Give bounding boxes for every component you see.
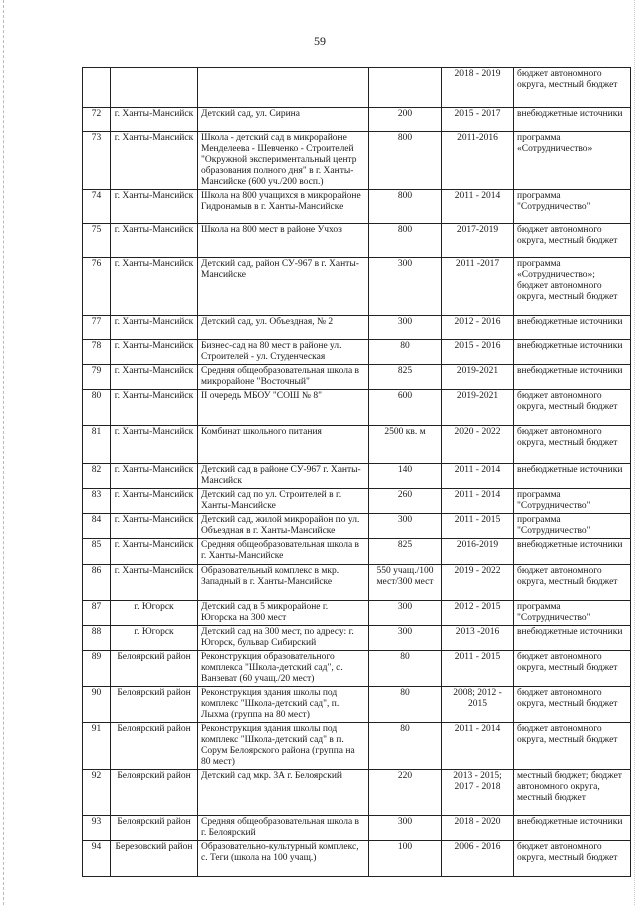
years-cell: 2012 - 2016 [442, 316, 514, 340]
row-number-cell: 92 [83, 770, 111, 816]
object-name-cell: Школа на 800 мест в районе Учхоз [198, 224, 369, 258]
location-cell: г. Ханты-Мансийск [111, 514, 198, 539]
years-cell: 2015 - 2016 [442, 340, 514, 365]
funding-source-cell: бюджет автономного округа, местный бюджет [514, 841, 631, 877]
capacity-cell: 300 [369, 816, 442, 841]
object-name-cell: Детский сад мкр. 3А г. Белоярский [198, 770, 369, 816]
object-name-cell: Школа на 800 учащихся в микрорайоне Гидронамыв в г. Ханты-Мансийске [198, 190, 369, 224]
table-row [83, 489, 631, 514]
table-row [83, 651, 631, 687]
years-cell: 2011-2016 [442, 132, 514, 190]
funding-source-cell: бюджет автономного округа, местный бюджет [514, 687, 631, 723]
capacity-cell: 100 [369, 841, 442, 877]
object-name-cell: Детский сад, район СУ-967 в г. Ханты-Мансийске [198, 258, 369, 316]
capacity-cell: 140 [369, 464, 442, 489]
capacity-cell: 825 [369, 365, 442, 390]
capacity-cell: 800 [369, 190, 442, 224]
funding-source-cell: внебюджетные источники [514, 365, 631, 390]
object-name-cell: Детский сад на 300 мест, по адресу: г. Югорск, бульвар Сибирский [198, 626, 369, 651]
years-cell: 2011 - 2014 [442, 723, 514, 770]
years-cell: 2013 -2016 [442, 626, 514, 651]
location-cell: г. Ханты-Мансийск [111, 464, 198, 489]
funding-source-cell: бюджет автономного округа, местный бюджет [514, 68, 631, 108]
page-number: 59 [314, 34, 326, 48]
funding-source-cell: внебюджетные источники [514, 539, 631, 565]
row-number-cell [83, 68, 111, 108]
table-row [83, 601, 631, 626]
location-cell: Белоярский район [111, 723, 198, 770]
table-row [83, 390, 631, 426]
capacity-cell: 600 [369, 390, 442, 426]
funding-source-cell: бюджет автономного округа, местный бюджет [514, 723, 631, 770]
row-number-cell: 90 [83, 687, 111, 723]
row-number-cell: 94 [83, 841, 111, 877]
funding-source-cell: программа «Сотрудничество»; бюджет автономного округа, местный бюджет [514, 258, 631, 316]
capacity-cell [369, 68, 442, 108]
location-cell: г. Ханты-Мансийск [111, 340, 198, 365]
table-row [83, 464, 631, 489]
location-cell: г. Ханты-Мансийск [111, 316, 198, 340]
table-row [83, 108, 631, 132]
funding-source-cell: внебюджетные источники [514, 816, 631, 841]
capacity-cell: 2500 кв. м [369, 426, 442, 464]
location-cell: г. Ханты-Мансийск [111, 224, 198, 258]
years-cell: 2019-2021 [442, 365, 514, 390]
row-number-cell: 84 [83, 514, 111, 539]
funding-source-cell: бюджет автономного округа, местный бюджет [514, 390, 631, 426]
funding-source-cell: внебюджетные источники [514, 340, 631, 365]
object-name-cell: Детский сад, ул. Объездная, № 2 [198, 316, 369, 340]
years-cell: 2012 - 2015 [442, 601, 514, 626]
location-cell [111, 68, 198, 108]
projects-table [82, 67, 631, 877]
object-name-cell: Образовательно-культурный комплекс, с. Теги (школа на 100 учащ.) [198, 841, 369, 877]
funding-source-cell: бюджет автономного округа, местный бюджет [514, 651, 631, 687]
location-cell: г. Ханты-Мансийск [111, 426, 198, 464]
table-row [83, 514, 631, 539]
row-number-cell: 82 [83, 464, 111, 489]
row-number-cell: 74 [83, 190, 111, 224]
capacity-cell: 825 [369, 539, 442, 565]
capacity-cell: 800 [369, 132, 442, 190]
years-cell: 2011 - 2014 [442, 464, 514, 489]
object-name-cell: II очередь МБОУ "СОШ № 8" [198, 390, 369, 426]
row-number-cell: 76 [83, 258, 111, 316]
table-row [83, 841, 631, 877]
capacity-cell: 300 [369, 258, 442, 316]
location-cell: г. Ханты-Мансийск [111, 108, 198, 132]
object-name-cell: Образовательный комплекс в мкр. Западный в г. Ханты-Мансийске [198, 565, 369, 601]
years-cell: 2008; 2012 - 2015 [442, 687, 514, 723]
years-cell: 2011 -2017 [442, 258, 514, 316]
table-row [83, 816, 631, 841]
funding-source-cell: внебюджетные источники [514, 626, 631, 651]
table-row [83, 770, 631, 816]
table-row [83, 426, 631, 464]
capacity-cell: 220 [369, 770, 442, 816]
row-number-cell: 72 [83, 108, 111, 132]
location-cell: г. Югорск [111, 601, 198, 626]
capacity-cell: 300 [369, 601, 442, 626]
table-row [83, 132, 631, 190]
row-number-cell: 86 [83, 565, 111, 601]
location-cell: г. Ханты-Мансийск [111, 390, 198, 426]
funding-source-cell: бюджет автономного округа, местный бюджет [514, 224, 631, 258]
funding-source-cell: местный бюджет; бюджет автономного округа, местный бюджет [514, 770, 631, 816]
location-cell: г. Югорск [111, 626, 198, 651]
row-number-cell: 79 [83, 365, 111, 390]
years-cell: 2013 - 2015; 2017 - 2018 [442, 770, 514, 816]
funding-source-cell: бюджет автономного округа, местный бюджет [514, 565, 631, 601]
location-cell: Белоярский район [111, 687, 198, 723]
location-cell: г. Ханты-Мансийск [111, 132, 198, 190]
location-cell: г. Ханты-Мансийск [111, 539, 198, 565]
scan-edge-left [3, 0, 5, 905]
object-name-cell: Детский сад в 5 микрорайоне г. Югорска на 300 мест [198, 601, 369, 626]
row-number-cell: 88 [83, 626, 111, 651]
years-cell: 2011 - 2015 [442, 651, 514, 687]
row-number-cell: 83 [83, 489, 111, 514]
years-cell: 2006 - 2016 [442, 841, 514, 877]
years-cell: 2019-2021 [442, 390, 514, 426]
funding-source-cell: внебюджетные источники [514, 316, 631, 340]
row-number-cell: 93 [83, 816, 111, 841]
location-cell: Белоярский район [111, 770, 198, 816]
table-row [83, 68, 631, 108]
object-name-cell: Детский сад по ул. Строителей в г. Ханты-Мансийске [198, 489, 369, 514]
row-number-cell: 78 [83, 340, 111, 365]
table-row [83, 687, 631, 723]
row-number-cell: 80 [83, 390, 111, 426]
capacity-cell: 550 учащ./100 мест/300 мест [369, 565, 442, 601]
location-cell: г. Ханты-Мансийск [111, 489, 198, 514]
object-name-cell: Школа - детский сад в микрорайоне Менделеева - Шевченко - Строителей "Окружной экспериментальный центр образования полного дня" в г. Ханты-Мансийске (600 уч./200 восп.) [198, 132, 369, 190]
years-cell: 2019 - 2022 [442, 565, 514, 601]
object-name-cell: Детский сад, ул. Сирина [198, 108, 369, 132]
object-name-cell [198, 68, 369, 108]
row-number-cell: 81 [83, 426, 111, 464]
table-row [83, 190, 631, 224]
object-name-cell: Бизнес-сад на 80 мест в районе ул. Строителей - ул. Студенческая [198, 340, 369, 365]
object-name-cell: Реконструкция здания школы под комплекс "Школа-детский сад" в п. Сорум Белоярского района (группа на 80 мест) [198, 723, 369, 770]
projects-table-body [83, 68, 631, 877]
location-cell: Белоярский район [111, 816, 198, 841]
capacity-cell: 800 [369, 224, 442, 258]
object-name-cell: Средняя общеобразовательная школа в микрорайоне "Восточный" [198, 365, 369, 390]
years-cell: 2011 - 2014 [442, 190, 514, 224]
capacity-cell: 200 [369, 108, 442, 132]
funding-source-cell: программа "Сотрудничество" [514, 489, 631, 514]
object-name-cell: Реконструкция здания школы под комплекс "Школа-детский сад", п. Лыхма (группа на 80 мест) [198, 687, 369, 723]
capacity-cell: 300 [369, 316, 442, 340]
years-cell: 2017-2019 [442, 224, 514, 258]
location-cell: г. Ханты-Мансийск [111, 365, 198, 390]
row-number-cell: 89 [83, 651, 111, 687]
years-cell: 2016-2019 [442, 539, 514, 565]
object-name-cell: Реконструкция образовательного комплекса "Школа-детский сад", с. Ванзеват (60 учащ./20 мест) [198, 651, 369, 687]
table-row [83, 565, 631, 601]
funding-source-cell: программа «Сотрудничество» [514, 132, 631, 190]
object-name-cell: Детский сад, жилой микрорайон по ул. Объездная в г. Ханты-Мансийске [198, 514, 369, 539]
scan-edge-right [634, 0, 636, 905]
funding-source-cell: программа "Сотрудничество" [514, 190, 631, 224]
table-row [83, 626, 631, 651]
location-cell: Белоярский район [111, 651, 198, 687]
years-cell: 2011 - 2015 [442, 514, 514, 539]
years-cell: 2018 - 2019 [442, 68, 514, 108]
object-name-cell: Детский сад в районе СУ-967 г. Ханты-Мансийск [198, 464, 369, 489]
table-row [83, 340, 631, 365]
table-row [83, 365, 631, 390]
years-cell: 2020 - 2022 [442, 426, 514, 464]
location-cell: г. Ханты-Мансийск [111, 565, 198, 601]
table-row [83, 316, 631, 340]
table-row [83, 723, 631, 770]
table-row [83, 224, 631, 258]
table-row [83, 258, 631, 316]
years-cell: 2011 - 2014 [442, 489, 514, 514]
location-cell: г. Ханты-Мансийск [111, 258, 198, 316]
funding-source-cell: внебюджетные источники [514, 108, 631, 132]
years-cell: 2018 - 2020 [442, 816, 514, 841]
capacity-cell: 300 [369, 626, 442, 651]
capacity-cell: 80 [369, 651, 442, 687]
row-number-cell: 87 [83, 601, 111, 626]
capacity-cell: 300 [369, 514, 442, 539]
capacity-cell: 80 [369, 723, 442, 770]
row-number-cell: 91 [83, 723, 111, 770]
row-number-cell: 77 [83, 316, 111, 340]
object-name-cell: Средняя общеобразовательная школа в г. Ханты-Мансийске [198, 539, 369, 565]
funding-source-cell: программа "Сотрудничество" [514, 514, 631, 539]
row-number-cell: 73 [83, 132, 111, 190]
object-name-cell: Средняя общеобразовательная школа в г. Белоярский [198, 816, 369, 841]
capacity-cell: 260 [369, 489, 442, 514]
row-number-cell: 85 [83, 539, 111, 565]
table-row [83, 539, 631, 565]
object-name-cell: Комбинат школьного питания [198, 426, 369, 464]
location-cell: г. Ханты-Мансийск [111, 190, 198, 224]
years-cell: 2015 - 2017 [442, 108, 514, 132]
funding-source-cell: внебюджетные источники [514, 464, 631, 489]
capacity-cell: 80 [369, 340, 442, 365]
capacity-cell: 80 [369, 687, 442, 723]
location-cell: Березовский район [111, 841, 198, 877]
row-number-cell: 75 [83, 224, 111, 258]
funding-source-cell: бюджет автономного округа, местный бюджет [514, 426, 631, 464]
funding-source-cell: программа "Сотрудничество" [514, 601, 631, 626]
